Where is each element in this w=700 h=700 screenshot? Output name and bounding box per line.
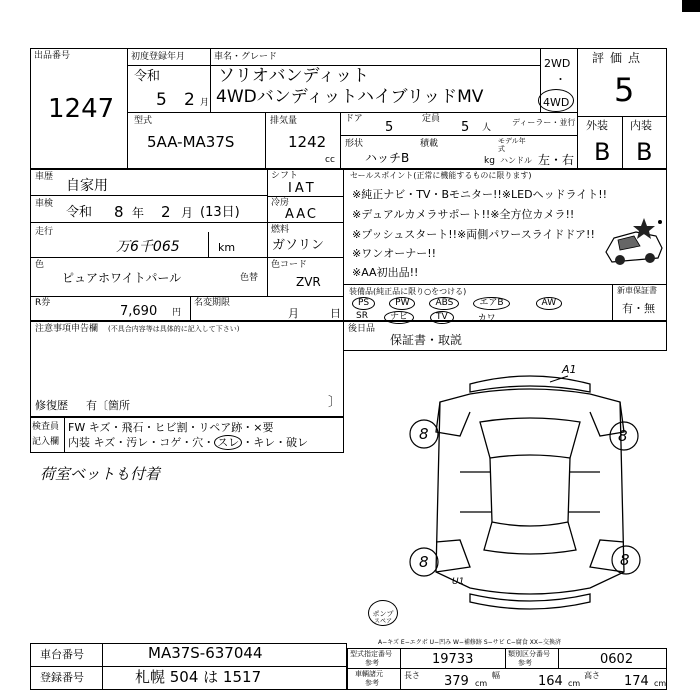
diagram-mark-rl: 8 — [419, 553, 429, 571]
int-grade: B — [636, 138, 653, 166]
handle-value: 左・右 — [538, 153, 575, 167]
diagram-mark-rr: 8 — [620, 551, 630, 569]
name-change-day: 日 — [330, 307, 341, 320]
equip-leather: カワ — [477, 314, 496, 324]
shaken-year-unit: 年 — [132, 206, 145, 220]
chassis-label: 車台番号 — [40, 648, 84, 661]
car-damage-diagram — [400, 362, 660, 624]
length-label: 長さ — [404, 671, 420, 680]
sales-line-5: ※AA初出品!! — [352, 266, 419, 279]
recycle-label: R券 — [35, 298, 51, 308]
class-no-label: 類別区分番号 — [508, 650, 550, 658]
int-label: 内装 — [630, 119, 652, 132]
drive-dot: ・ — [555, 73, 566, 86]
inspector-label-1: 検査員 — [32, 422, 60, 432]
width-label: 幅 — [492, 671, 500, 680]
warranty-label: 新車保証書 — [617, 286, 657, 295]
handwritten-note: 荷室ベットも付着 — [40, 465, 161, 483]
reg-month-unit: 月 — [200, 98, 210, 108]
class-no-ref: 参考 — [518, 659, 532, 667]
car-grade: 4WDバンディットハイブリッドMV — [216, 87, 484, 107]
repair-history-value: 有〔箇所 — [86, 399, 130, 412]
handle-label: ハンドル — [500, 156, 532, 165]
mileage-value: 万6千065 — [116, 239, 180, 255]
fuel-value: ガソリン — [272, 238, 325, 253]
car-name-label: 車名・グレード — [214, 52, 278, 62]
type-no-label: 型式指定番号 — [350, 650, 392, 658]
model-year-label: モデル年式 — [498, 137, 526, 153]
reg-number-label: 登録番号 — [40, 671, 84, 684]
width-value: 164 — [538, 674, 563, 689]
car-sticker-illustration — [600, 212, 666, 272]
sales-line-3: ※プッシュスタート!!※両側パワースライドドア!! — [352, 228, 595, 241]
fuel-label: 燃料 — [271, 225, 290, 235]
diagram-mark-u1: U1 — [452, 577, 465, 587]
lot-number: 1247 — [48, 94, 115, 124]
equip-navi: ナビ — [384, 311, 414, 324]
load-label: 積載 — [420, 139, 439, 149]
class-no-value: 0602 — [600, 652, 634, 667]
shaken-label: 車検 — [35, 199, 54, 209]
door-label: ドア — [345, 114, 363, 124]
type-no-value: 19733 — [432, 652, 474, 667]
equipment-row-1 — [352, 297, 562, 310]
ac-label: 冷房 — [271, 198, 290, 208]
drive-2wd: 2WD — [544, 57, 571, 70]
recycle-yen: 円 — [172, 308, 182, 318]
spare-tire-icon: ポンプ — [368, 600, 398, 626]
length-value: 379 — [444, 674, 469, 689]
notes-subtitle: (不具合内容等は具体的に記入して下さい) — [108, 325, 240, 333]
reg-number-value: 札幌 504 は 1517 — [135, 668, 262, 686]
length-unit: cm — [475, 679, 488, 688]
sales-line-1: ※純正ナビ・TV・Bモニター!!※LEDヘッドライト!! — [352, 188, 608, 201]
equipment-title: 装備品(純正品に限り○をつける) — [349, 287, 467, 296]
notes-frame — [30, 321, 344, 417]
history-label: 車歴 — [35, 172, 54, 182]
inspector-row-2: 内装 キズ・汚レ・コゲ・穴・ スレ ・キレ・破レ — [68, 436, 309, 449]
shaken-month: 2 — [161, 203, 171, 221]
ext-grade: B — [594, 138, 611, 166]
lot-label: 出品番号 — [34, 51, 71, 61]
door-value: 5 — [385, 120, 394, 135]
equip-sr: SR — [356, 311, 368, 321]
capacity-label: 定員 — [422, 114, 441, 124]
aftersales-value: 保証書・取説 — [390, 333, 463, 347]
color-value: ピュアホワイトパール — [62, 271, 182, 285]
color-code-label: 色コード — [271, 260, 308, 270]
sales-line-2: ※デュアルカメラサポート!!※全方位カメラ!! — [352, 208, 575, 221]
inspector-row-1: FW キズ・飛石・ヒビ割・リペア跡・×要 — [68, 421, 274, 434]
shape-value: ハッチB — [365, 151, 410, 165]
repair-history: 修復歴 — [35, 399, 68, 412]
car-name: ソリオバンディット — [218, 66, 370, 86]
spare-sub-label: スペア — [374, 618, 393, 625]
equip-airbag: エアB — [473, 297, 509, 310]
reg-year: 5 — [156, 90, 167, 110]
dims-ref: 参考 — [365, 679, 379, 687]
equip-tv: TV — [430, 311, 454, 324]
diagram-mark-a1: A1 — [562, 363, 577, 376]
displacement-value: 1242 — [288, 133, 327, 151]
recycle-value: 7,690 — [120, 304, 158, 319]
shaken-month-unit: 月 — [181, 206, 194, 220]
shaken-era: 令和 — [66, 205, 93, 220]
shift-label: シフト — [271, 171, 299, 181]
reg-era: 令和 — [134, 69, 161, 84]
name-change-label: 名変期限 — [194, 298, 231, 308]
drive-4wd-circled: 4WD — [538, 89, 574, 112]
diagram-mark-fr: 8 — [618, 427, 628, 445]
corner-mark — [682, 0, 700, 12]
name-change-month: 月 — [288, 307, 299, 320]
cc-unit: cc — [325, 155, 335, 165]
color-code-value: ZVR — [296, 275, 321, 289]
reg-month: 2 — [184, 90, 195, 110]
displacement-label: 排気量 — [270, 116, 298, 126]
model-label: 型式 — [134, 116, 153, 126]
sales-line-4: ※ワンオーナー!! — [352, 247, 437, 260]
equip-ps: PS — [352, 297, 375, 310]
capacity-value: 5 — [461, 120, 470, 135]
shaken-year: 8 — [114, 203, 124, 221]
repair-bracket-end: 〕 — [328, 395, 342, 410]
score-value: 5 — [614, 71, 635, 109]
sales-title: セールスポイント(正常に機能するものに限ります) — [350, 171, 532, 180]
inspector-label-2: 記入欄 — [32, 437, 60, 447]
score-label: 評価点 — [592, 51, 647, 65]
color-label: 色 — [35, 260, 45, 270]
equip-abs: ABS — [429, 297, 459, 310]
shift-value: IAT — [288, 181, 317, 196]
diagram-mark-fl: 8 — [419, 425, 429, 443]
capacity-unit: 人 — [482, 123, 492, 133]
height-value: 174 — [624, 674, 649, 689]
reg-year-label: 初度登録年月 — [131, 52, 186, 62]
equip-pw: PW — [389, 297, 415, 310]
history-value: 自家用 — [66, 178, 108, 194]
height-label: 高さ — [584, 671, 600, 680]
ac-value: AAC — [285, 207, 318, 222]
width-unit: cm — [568, 679, 581, 688]
shape-label: 形状 — [345, 139, 364, 149]
ext-label: 外装 — [586, 119, 608, 132]
mileage-km: km — [218, 241, 236, 254]
aftersales-title: 後日品 — [348, 324, 376, 334]
recolor-label: 色替 — [240, 273, 259, 283]
dims-label: 車輌諸元 — [355, 670, 383, 678]
notes-title: 注意事項申告欄 — [35, 324, 99, 334]
circled-sure: スレ — [214, 435, 242, 450]
type-no-ref: 参考 — [365, 659, 379, 667]
shaken-day: (13日) — [200, 205, 240, 220]
model-value: 5AA-MA37S — [147, 133, 235, 151]
warranty-value: 有・無 — [622, 302, 655, 315]
damage-legend: A−キズ E−エクボ U−凹み W−補修跡 S−サビ C−腐食 XX−交換済 — [378, 639, 561, 646]
height-unit: cm — [654, 679, 667, 688]
dealer-label: ディーラー・並行 — [512, 118, 576, 127]
equip-aw: AW — [536, 297, 563, 310]
kg-unit: kg — [484, 156, 495, 166]
mileage-label: 走行 — [35, 227, 54, 237]
chassis-value: MA37S-637044 — [148, 644, 263, 662]
